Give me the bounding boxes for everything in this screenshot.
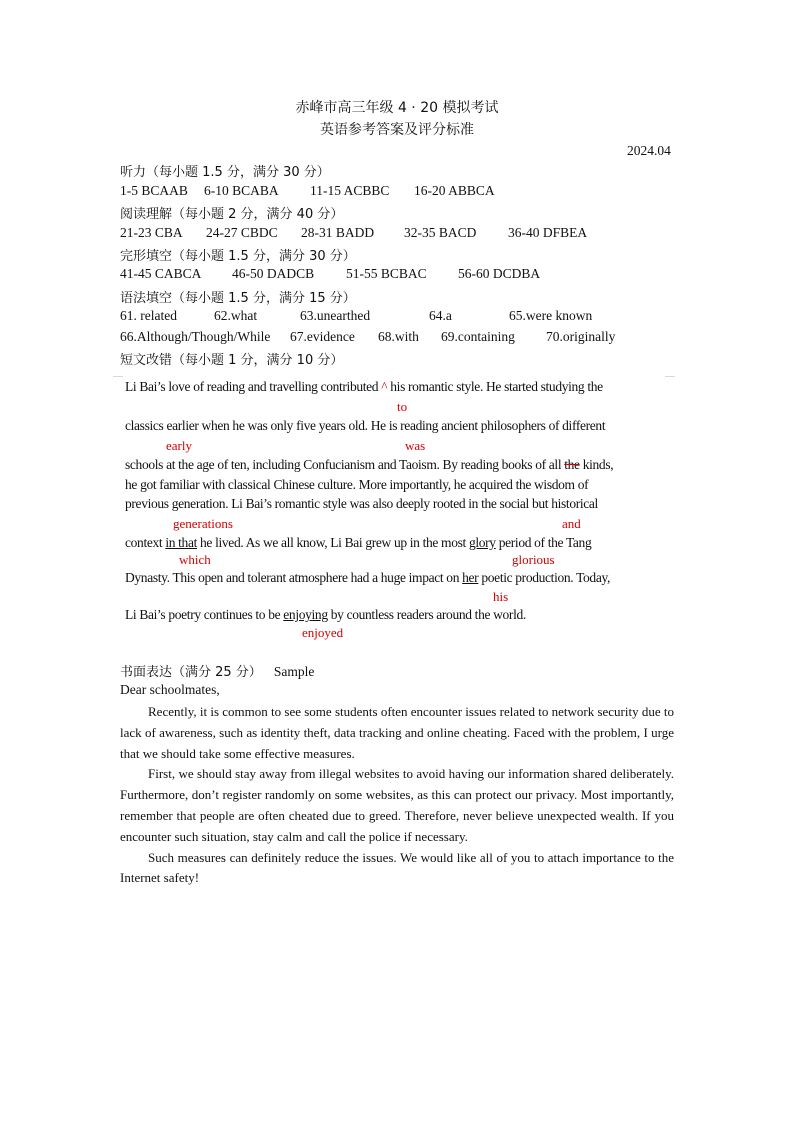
answer-group: 16-20 ABBCA: [414, 183, 495, 198]
answer-group: 6-10 BCABA: [204, 183, 279, 198]
answer-item: 63.unearthed: [300, 308, 371, 323]
answer-group: 51-55 BCBAC: [346, 266, 427, 281]
answer-item: 68.with: [378, 329, 419, 344]
answer-item: 62.what: [214, 308, 258, 323]
correction-fix: which: [179, 552, 211, 567]
correction-fix: glorious: [512, 552, 555, 567]
answer-item: 70.originally: [546, 329, 616, 344]
grammar-heading: 语法填空（每小题 1.5 分，满分 15 分）: [120, 291, 356, 306]
correction-fix: his: [493, 589, 509, 604]
listening-heading: 听力（每小题 1.5 分，满分 30 分）: [120, 165, 330, 180]
page-title: 赤峰市高三年级 4 · 20 模拟考试: [295, 100, 499, 116]
marked-word: her: [462, 570, 479, 585]
correction-fix: and: [562, 516, 581, 531]
essay-paragraph: Recently, it is common to see some students often encounter issues related to network security due to lack of awareness, such as identity theft, data tracking and online cheating. Faced with the problem, I urge that we should take some effective measures.: [120, 704, 674, 761]
answer-group: 36-40 DFBEA: [508, 225, 588, 240]
correction-fix: to: [397, 399, 408, 414]
page-subtitle: 英语参考答案及评分标准: [320, 122, 474, 138]
answer-item: 67.evidence: [290, 329, 355, 344]
deleted-word: the: [564, 457, 580, 472]
answer-group: 46-50 DADCB: [232, 266, 315, 281]
exam-date: 2024.04: [627, 143, 671, 158]
marked-word: enjoying: [283, 607, 328, 622]
essay-paragraph: Such measures can definitely reduce the issues. We would like all of you to attach importance to the Internet safety!: [120, 849, 674, 886]
correction-fix: generations: [173, 516, 233, 531]
correction-line: classics earlier when he was only five years old. He is reading ancient philosophers of different: [125, 418, 606, 433]
answer-group: 56-60 DCDBA: [458, 266, 541, 281]
correction-line: he got familiar with classical Chinese culture. More importantly, he acquired the wisdom of: [125, 477, 589, 492]
answer-group: 28-31 BADD: [301, 225, 375, 240]
answer-item: 69.containing: [441, 329, 515, 344]
correction-fix: early: [166, 438, 192, 453]
sample-label: Sample: [273, 664, 315, 679]
answer-item: 64.a: [429, 308, 452, 323]
marked-word: glory: [468, 535, 496, 550]
correction-line: previous generation. Li Bai’s romantic style was also deeply rooted in the social but historical: [125, 496, 598, 511]
writing-heading: 书面表达（满分 25 分）: [120, 665, 262, 680]
correction-fix: enjoyed: [302, 625, 344, 640]
answer-item: 65.were known: [509, 308, 593, 323]
answer-group: 1-5 BCAAB: [120, 183, 188, 198]
answer-group: 21-23 CBA: [120, 225, 183, 240]
divider: [665, 376, 675, 377]
correction-line: Li Bai’s poetry continues to be enjoying by countless readers around the world.: [125, 607, 526, 622]
writing-heading-row: [120, 661, 314, 681]
answer-item: 66.Although/Though/While: [120, 329, 271, 344]
answer-group: 32-35 BACD: [404, 225, 477, 240]
answer-item: 61. related: [120, 308, 177, 323]
correction-line: Dynasty. This open and tolerant atmosphere had a huge impact on her poetic production. Today,: [125, 570, 611, 585]
correction-heading: 短文改错（每小题 1 分，满分 10 分）: [120, 353, 344, 368]
correction-fix: was: [405, 438, 426, 453]
reading-heading: 阅读理解（每小题 2 分，满分 40 分）: [120, 207, 344, 222]
marked-phrase: in that: [165, 535, 197, 550]
correction-line: Li Bai’s love of reading and travelling contributed ^ his romantic style. He started studying the: [125, 379, 603, 394]
insert-mark: ^: [381, 379, 388, 394]
cloze-heading: 完形填空（每小题 1.5 分，满分 30 分）: [120, 249, 356, 264]
divider: [113, 376, 123, 377]
correction-line: context in that he lived. As we all know, Li Bai grew up in the most glory period of the Tang: [125, 535, 592, 550]
answer-group: 11-15 ACBBC: [310, 183, 390, 198]
essay-body: [120, 702, 674, 889]
answer-group: 24-27 CBDC: [206, 225, 278, 240]
correction-line: schools at the age of ten, including Confucianism and Taoism. By reading books of all the kinds,: [125, 457, 614, 472]
answer-group: 41-45 CABCA: [120, 266, 202, 281]
essay-paragraph: First, we should stay away from illegal websites to avoid having our information shared deliberately. Furthermore, don’t register randomly on some websites, as this can protect our privacy. Most importantly, remember that people are often cheated due to greed. Therefore, never believe unexpected wealth. If you encounter such situation, stay calm and call the police if necessary.: [120, 766, 674, 844]
letter-greeting: Dear schoolmates,: [120, 682, 220, 697]
